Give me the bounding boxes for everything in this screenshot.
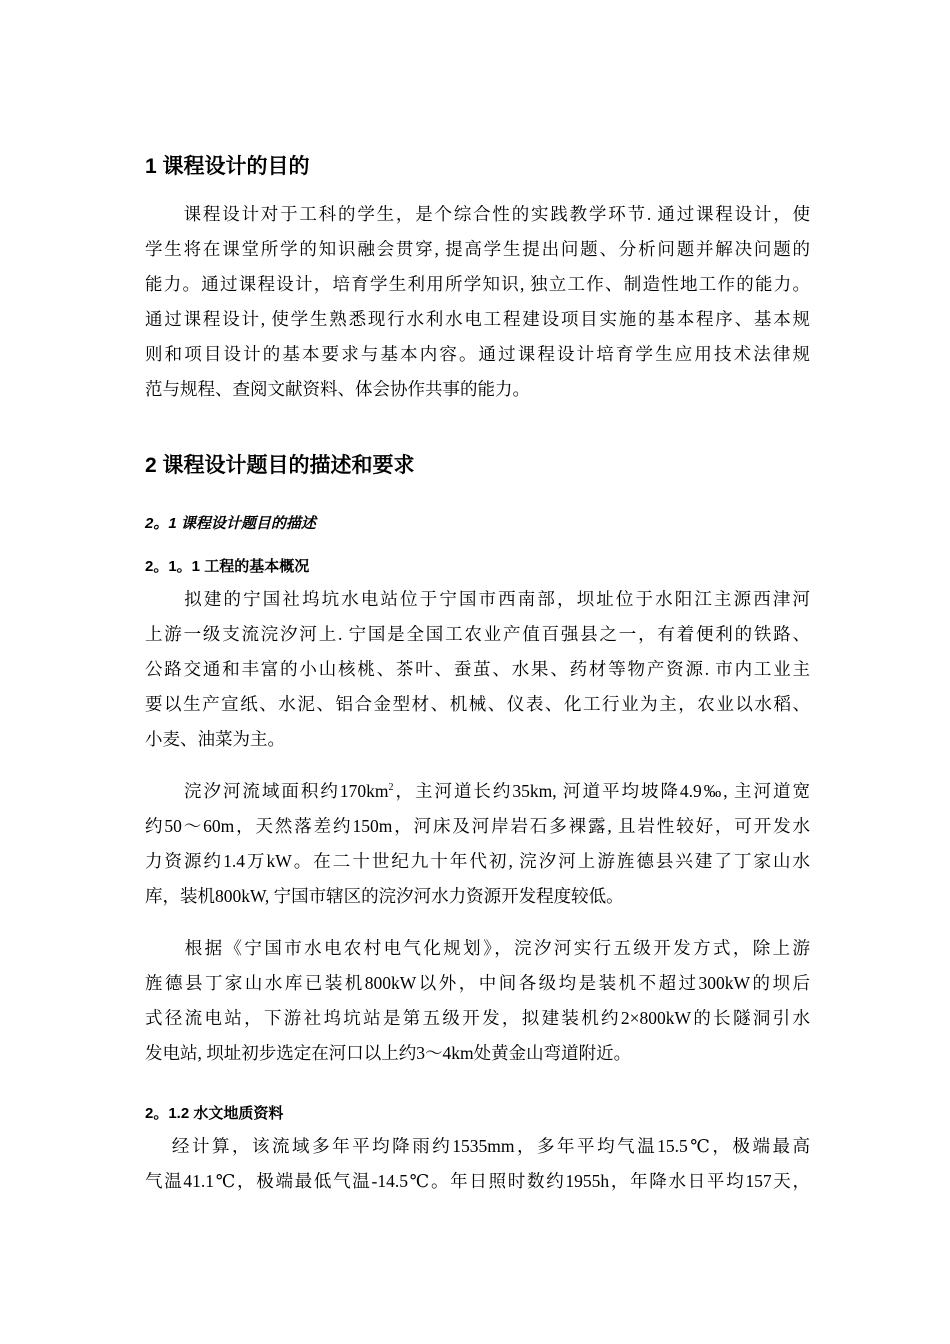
text-line: 通过课程设计, 使学生熟悉现行水利水电工程建设项目实施的基本程序、基本规 xyxy=(145,309,810,329)
text-line: 式径流电站，下游社坞坑站是第五级开发，拟建装机约2×800kW的长隧洞引水 xyxy=(145,1008,810,1028)
text-line: 拟建的宁国社坞坑水电站位于宁国市西南部，坝址位于水阳江主源西津河 xyxy=(145,589,810,609)
text-line: 旌德县丁家山水库已装机800kW以外，中间各级均是装机不超过300kW的坝后 xyxy=(145,973,810,993)
overview-paragraph-3 xyxy=(145,931,810,1071)
overview-paragraph-2 xyxy=(145,774,810,914)
text-line: 上游一级支流浣汐河上. 宁国是全国工农业产值百强县之一，有着便利的铁路、 xyxy=(145,624,810,644)
text-line: 则和项目设计的基本要求与基本内容。通过课程设计培育学生应用技术法律规 xyxy=(145,344,810,364)
text-line: 学生将在课堂所学的知识融会贯穿, 提高学生提出问题、分析问题并解决问题的 xyxy=(145,239,810,259)
text-run: ，主河道长约35km, 河道平均坡降4.9‰, 主河道宽 xyxy=(393,781,810,801)
section-1-paragraph xyxy=(145,197,810,407)
text-line: 小麦、油菜为主。 xyxy=(145,729,285,749)
text-line: 要以生产宣纸、水泥、铝合金型材、机械、仪表、化工行业为主，农业以水稻、 xyxy=(145,694,810,714)
text-line: 经计算，该流域多年平均降雨约1535mm，多年平均气温15.5℃，极端最高 xyxy=(145,1136,810,1156)
text-line: 课程设计对于工科的学生，是个综合性的实践教学环节. 通过课程设计，使 xyxy=(145,204,810,224)
subsection-2-1-2-heading: 2。1.2 水文地质资料 xyxy=(145,1105,284,1122)
section-1-heading: 1 课程设计的目的 xyxy=(145,155,310,178)
text-line: 能力。通过课程设计，培育学生利用所学知识, 独立工作、制造性地工作的能力。 xyxy=(145,274,810,294)
subsection-2-1-1-heading: 2。1。1 工程的基本概况 xyxy=(145,558,310,575)
text-line: 约50～60m，天然落差约150m，河床及河岸岩石多裸露, 且岩性较好，可开发水 xyxy=(145,816,810,836)
text-line: 根据《宁国市水电农村电气化规划》，浣汐河实行五级开发方式，除上游 xyxy=(145,938,810,958)
text-line: 发电站, 坝址初步选定在河口以上约3～4km处黄金山弯道附近。 xyxy=(145,1043,632,1063)
text-run: 浣汐河流域面积约170km xyxy=(145,781,389,801)
subsection-2-1-heading: 2。1 课程设计题目的描述 xyxy=(145,515,316,532)
text-line: 力资源约1.4万kW。在二十世纪九十年代初, 浣汐河上游旌德县兴建了丁家山水 xyxy=(145,851,810,871)
text-line: 范与规程、查阅文献资料、体会协作共事的能力。 xyxy=(145,379,530,399)
text-line xyxy=(145,774,810,809)
text-line: 公路交通和丰富的小山核桃、茶叶、蚕茧、水果、药材等物产资源. 市内工业主 xyxy=(145,659,810,679)
text-line: 库，装机800kW, 宁国市辖区的浣汐河水力资源开发程度较低。 xyxy=(145,886,624,906)
hydrology-paragraph xyxy=(145,1129,810,1199)
section-2-heading: 2 课程设计题目的描述和要求 xyxy=(145,454,415,477)
text-line: 气温41.1℃，极端最低气温-14.5℃。年日照时数约1955h，年降水日平均157天， xyxy=(145,1171,810,1191)
overview-paragraph-1 xyxy=(145,582,810,757)
superscript: 2 xyxy=(388,782,394,794)
